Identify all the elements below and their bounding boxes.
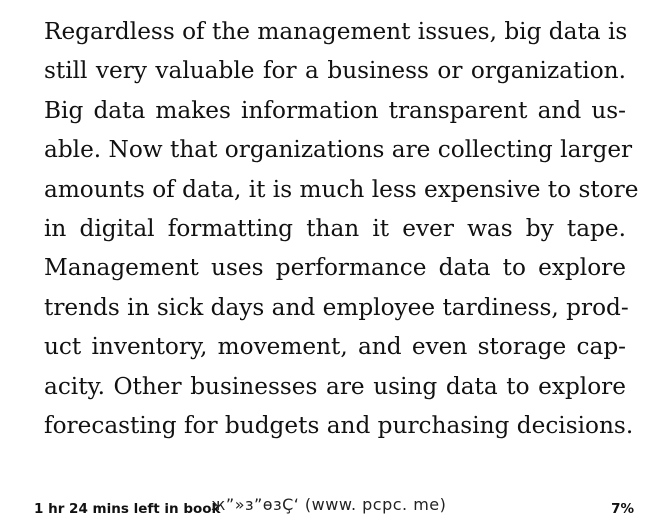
text-line: still very valuable for a business or organization.	[44, 57, 626, 85]
watermark-text: ж”»з”өзҪ‘ (www. pcpc. me)	[211, 495, 447, 514]
text-line: trends in sick days and employee tardiness, prod-	[44, 293, 629, 321]
text-line: forecasting for budgets and purchasing decisions.	[44, 411, 634, 439]
text-line: Big data makes information transparent and us-	[44, 96, 626, 124]
text-line: uct inventory, movement, and even storage cap-	[44, 333, 626, 361]
text-line: in digital formatting than it ever was by tape.	[44, 214, 626, 242]
text-line: amounts of data, it is much less expensive to store	[44, 175, 639, 203]
text-line: Management uses performance data to explore	[44, 254, 626, 282]
book-text	[44, 12, 639, 445]
reading-progress-percent: 7%	[611, 501, 634, 517]
text-line: able. Now that organizations are collecting larger	[44, 136, 633, 164]
time-left-in-book[interactable]: 1 hr 24 mins left in book	[34, 501, 221, 517]
text-line: Regardless of the management issues, big data is	[44, 18, 628, 45]
text-line: acity. Other businesses are using data to explore	[44, 372, 626, 400]
reading-footer	[0, 495, 670, 529]
